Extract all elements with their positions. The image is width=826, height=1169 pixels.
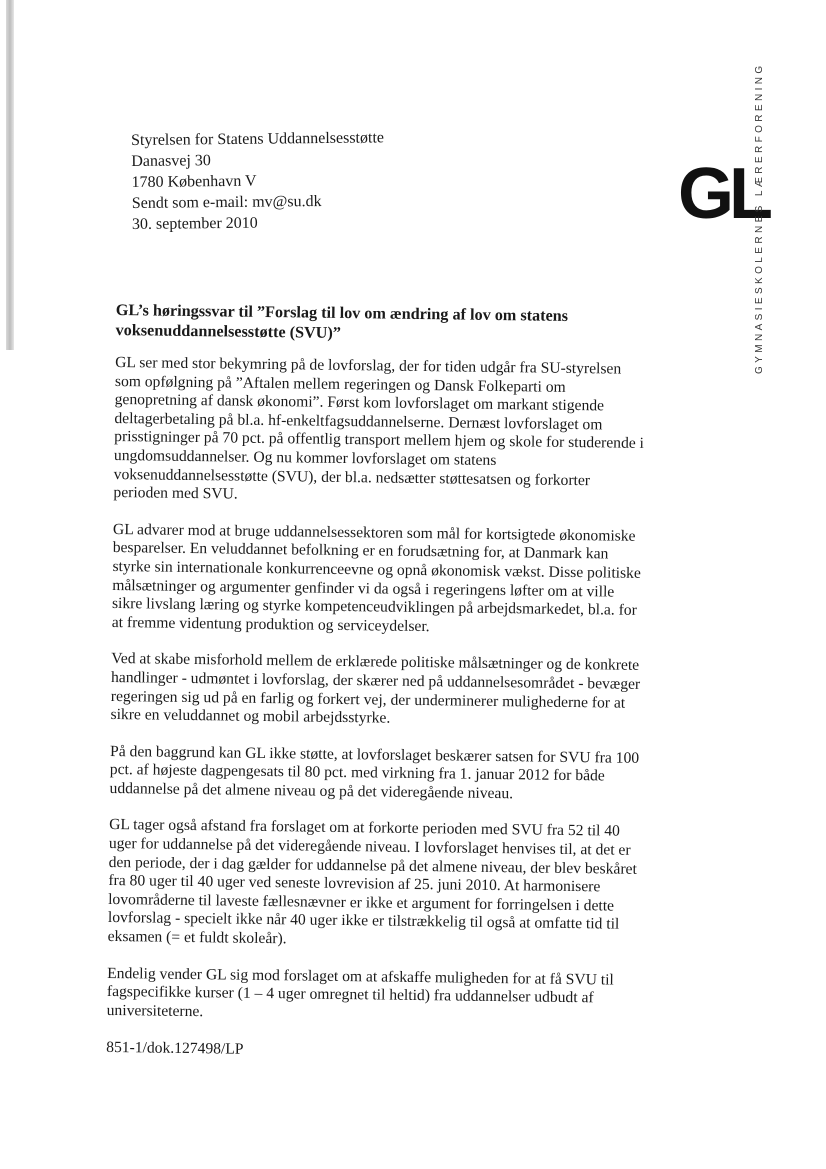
paragraph-1: GL ser med stor bekymring på de lovforslag, der for tiden udgår fra SU-styrelsen som opfølgning på ”Aftalen mellem regeringen og Dansk Folkeparti om genopretning af dansk økonomi”. Først kom lovforslaget om markant stigende deltagerbetaling på bl.a. hf-enkeltfagsuddannelserne. Dernæst lovforslaget om prisstigninger på 70 pct. på offentlig transport mellem hjem og skole for studerende i ungdomsuddannelser. Og nu kommer lovforslaget om statens voksenuddannelsesstøtte (SVU), der bl.a. nedsætter støttesatsen og forkorter perioden med SVU. [113,353,645,503]
address-line-1: Styrelsen for Statens Uddannelsesstøtte [131,129,385,149]
letter-date: 30. september 2010 [131,214,258,233]
letter-body [106,300,646,1064]
paragraph-6: Endelig vender GL sig mod forslaget om at afskaffe muligheden for at få SVU til fagspecifikke kurser (1 – 4 uger omregnet til heltid) fra uddannelser udbudt af universiteterne. [106,964,614,1021]
letter-heading: GL’s høringssvar til ”Forslag til lov om ændring af lov om statens voksenuddannelsesstøtte (SVU)” [115,300,569,342]
address-line-2: Danasvej 30 [131,152,211,170]
organization-name-vertical: GYMNASIESKOLERNES LÆRERFORENING [754,62,765,374]
address-line-4: Sendt som e-mail: mv@su.dk [131,193,322,212]
paragraph-4: På den baggrund kan GL ikke støtte, at lovforslaget beskærer satsen for SVU fra 100 pct. af højeste dagpengesats til 80 pct. med virkning fra 1. januar 2012 for både uddannelse på det almene niveau og på det videregående niveau. [109,742,640,803]
gl-logo-block [672,60,792,380]
recipient-address [131,127,385,235]
gl-logo: GL [678,154,768,234]
paragraph-5: GL tager også afstand fra forslaget om at forkorte perioden med SVU fra 52 til 40 uger for uddannelse på det videregående niveau. I lovforslaget henvises til, at det er den periode, der i dag gælder for uddannelse på det almene niveau, der blev beskåret fra 80 uger til 40 uger ved seneste lovrevision af 25. juni 2010. At harmonisere lovområderne til laveste fællesnævner er ikke et argument for forringelsen i dette lovforslag - specielt ikke når 40 uger ikke er tilstrækkelig til også at omfatte tid til eksamen (= et fuldt skoleår). [107,816,637,948]
scan-edge-shadow [6,0,14,350]
paragraph-3: Ved at skabe misforhold mellem de erklærede politiske målsætninger og de konkrete handlinger - udmøntet i lovforslag, der skærer ned på uddannelsesområdet - bevæger regeringen sig ud på en farlig og forkert vej, der underminerer mulighederne for at sikre en veluddannet og mobil arbejdsstyrke. [110,650,641,727]
address-line-3: 1780 København V [131,172,257,191]
document-reference: 851-1/dok.127498/LP [106,1039,244,1059]
paragraph-2: GL advarer mod at bruge uddannelsessektoren som mål for kortsigtede økonomiske besparelser. En veluddannet befolkning er en forudsætning for, at Danmark kan styrke sin internationale konkurrenceevne og opnå økonomisk vækst. Disse politiske målsætninger og argumenter genfinder vi da også i regeringens løfter om at ville sikre livslang læring og styrke kompetenceudviklingen på arbejdsmarkedet, bl.a. for at fremme videntung produktion og serviceydelser. [111,520,641,635]
